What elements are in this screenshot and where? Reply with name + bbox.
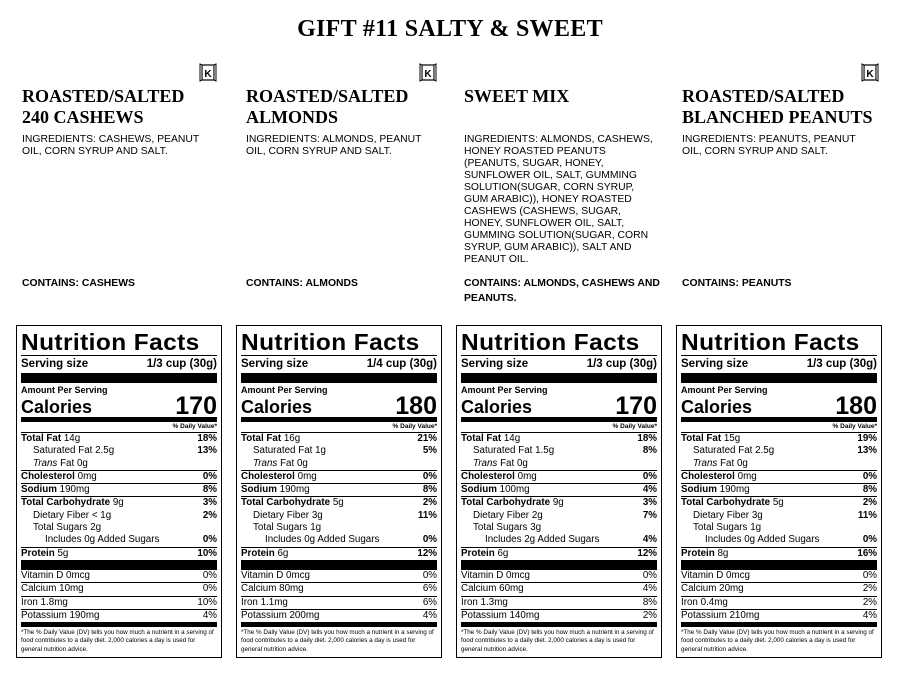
- iron-row: Iron 1.8mg 10%: [21, 596, 217, 608]
- total-carbohydrate-row: Total Carbohydrate 5g 2%: [241, 497, 437, 509]
- total-sugars-row: Total Sugars 1g: [253, 522, 322, 534]
- sodium-row: Sodium 100mg 4%: [461, 484, 657, 496]
- protein-row: Protein 5g 10%: [21, 547, 217, 559]
- trans-fat-row: Trans Fat 0g: [33, 457, 88, 469]
- product-name: [682, 86, 892, 128]
- calories-label: Calories: [461, 397, 533, 417]
- dietary-fiber-row: Dietary Fiber 3g 11%: [253, 509, 437, 521]
- daily-value-header: % Daily Value*: [832, 423, 877, 430]
- calcium-row: Calcium 10mg 0%: [21, 583, 217, 595]
- calories-row: [461, 392, 657, 420]
- calories-value: 180: [835, 392, 877, 420]
- vitamin-d-row: Vitamin D 0mcg 0%: [241, 569, 437, 581]
- product-name: [22, 86, 232, 128]
- total-sugars-row: Total Sugars 2g: [33, 522, 102, 534]
- nutrition-facts-panel: [16, 325, 222, 658]
- allergen-contains-text: CONTAINS: ALMONDS, CASHEWS AND PEANUTS.: [464, 278, 660, 304]
- serving-size-label: Serving size: [21, 358, 89, 370]
- amount-per-serving-label: Amount Per Serving: [681, 385, 768, 395]
- saturated-fat-row: Saturated Fat 2.5g 13%: [693, 445, 877, 457]
- calories-row: [241, 392, 437, 420]
- nutrition-facts-panel: [236, 325, 442, 658]
- iron-row: Iron 1.3mg 8%: [461, 596, 657, 608]
- total-fat-row: Total Fat 16g 21%: [241, 433, 437, 444]
- cholesterol-row: Cholesterol 0mg 0%: [461, 470, 657, 482]
- product-name: [464, 86, 674, 107]
- total-sugars-row: Total Sugars 1g: [693, 522, 762, 534]
- serving-size-row: [241, 356, 437, 373]
- protein-row: Protein 8g 16%: [681, 547, 877, 559]
- ingredients-text: INGREDIENTS: ALMONDS, CASHEWS, HONEY ROASTED PEANUTS (PEANUTS, SUGAR, HONEY, SUNFLOWER OIL, SALT, GUMMING SOLUTION(SUGAR, CORN SYRUP, GUM ARABIC)), HONEY ROASTED CASHEWS (CASHEWS, SUGAR, HONEY, SUNFLOWER OIL, SALT, GUMMING SOLUTION(SUGAR, CORN SYRUP, GUM ARABIC)), SALT AND PEANUT OIL.: [464, 134, 653, 265]
- serving-size-label: Serving size: [241, 358, 309, 370]
- dietary-fiber-row: Dietary Fiber 2g 7%: [473, 509, 657, 521]
- total-fat-row: Total Fat 14g 18%: [21, 433, 217, 444]
- trans-fat-row: Trans Fat 0g: [253, 457, 308, 469]
- total-carbohydrate-row: Total Carbohydrate 5g 2%: [681, 497, 877, 509]
- daily-value-header: % Daily Value*: [172, 423, 217, 430]
- svg-text:K: K: [204, 69, 212, 80]
- calories-row: [681, 392, 877, 420]
- kosher-symbol-icon: [419, 62, 437, 82]
- daily-value-footnote: *The % Daily Value (DV) tells you how much a nutrient in a serving of food contributes to a daily diet. 2,000 calories a day is used for general nutrition advice.: [461, 629, 654, 653]
- product-name-line-2: BLANCHED PEANUTS: [682, 107, 873, 127]
- sodium-row: Sodium 190mg 8%: [681, 484, 877, 496]
- product-name: [246, 86, 456, 128]
- protein-row: Protein 6g 12%: [461, 547, 657, 559]
- amount-per-serving-label: Amount Per Serving: [461, 385, 548, 395]
- nutrition-facts-heading: Nutrition Facts: [681, 329, 860, 355]
- allergen-contains-text: CONTAINS: PEANUTS: [682, 278, 792, 289]
- trans-fat-row: Trans Fat 0g: [693, 457, 748, 469]
- vitamin-d-row: Vitamin D 0mcg 0%: [461, 569, 657, 581]
- nutrition-facts-heading: Nutrition Facts: [461, 329, 640, 355]
- calories-value: 180: [395, 392, 437, 420]
- cholesterol-row: Cholesterol 0mg 0%: [681, 470, 877, 482]
- potassium-row: Potassium 200mg 4%: [241, 609, 437, 621]
- page-title: GIFT #11 SALTY & SWEET: [297, 16, 603, 42]
- ingredients-text: INGREDIENTS: ALMONDS, PEANUT OIL, CORN SYRUP AND SALT.: [246, 134, 422, 157]
- serving-size-value: 1/3 cup (30g): [806, 358, 877, 370]
- sodium-row: Sodium 190mg 8%: [241, 484, 437, 496]
- product-name-line-1: ROASTED/SALTED: [246, 86, 409, 106]
- daily-value-footnote: *The % Daily Value (DV) tells you how much a nutrient in a serving of food contributes to a daily diet. 2,000 calories a day is used for general nutrition advice.: [241, 629, 434, 653]
- protein-row: Protein 6g 12%: [241, 547, 437, 559]
- calories-value: 170: [175, 392, 217, 420]
- kosher-symbol-icon: [199, 62, 217, 82]
- ingredients-text: INGREDIENTS: PEANUTS, PEANUT OIL, CORN SYRUP AND SALT.: [682, 134, 856, 157]
- vitamin-d-row: Vitamin D 0mcg 0%: [681, 569, 877, 581]
- allergen-contains-text: CONTAINS: CASHEWS: [22, 278, 135, 289]
- calcium-row: Calcium 60mg 4%: [461, 583, 657, 595]
- trans-fat-row: Trans Fat 0g: [473, 457, 528, 469]
- product-name-line-1: ROASTED/SALTED: [22, 86, 185, 106]
- serving-size-value: 1/3 cup (30g): [586, 358, 657, 370]
- potassium-row: Potassium 190mg 4%: [21, 609, 217, 621]
- product-name-line-2: ALMONDS: [246, 107, 339, 127]
- serving-size-row: [681, 356, 877, 373]
- serving-size-label: Serving size: [681, 358, 749, 370]
- iron-row: Iron 1.1mg 6%: [241, 596, 437, 608]
- product-name-line-1: ROASTED/SALTED: [682, 86, 845, 106]
- amount-per-serving-label: Amount Per Serving: [241, 385, 328, 395]
- serving-size-label: Serving size: [461, 358, 529, 370]
- kosher-symbol-icon: [861, 62, 879, 82]
- potassium-row: Potassium 210mg 4%: [681, 609, 877, 621]
- cholesterol-row: Cholesterol 0mg 0%: [241, 470, 437, 482]
- dietary-fiber-row: Dietary Fiber < 1g 2%: [33, 509, 217, 521]
- calories-label: Calories: [21, 397, 93, 417]
- total-carbohydrate-row: Total Carbohydrate 9g 3%: [21, 497, 217, 509]
- calories-value: 170: [615, 392, 657, 420]
- calories-label: Calories: [241, 397, 313, 417]
- nutrition-facts-heading: Nutrition Facts: [21, 329, 200, 355]
- serving-size-value: 1/3 cup (30g): [146, 358, 217, 370]
- added-sugars-row: Includes 2g Added Sugars 4%: [485, 534, 657, 546]
- nutrition-facts-panel: [456, 325, 662, 658]
- dietary-fiber-row: Dietary Fiber 3g 11%: [693, 509, 877, 521]
- total-sugars-row: Total Sugars 3g: [473, 522, 542, 534]
- serving-size-row: [21, 356, 217, 373]
- nutrition-facts-heading: Nutrition Facts: [241, 329, 420, 355]
- daily-value-footnote: *The % Daily Value (DV) tells you how much a nutrient in a serving of food contributes to a daily diet. 2,000 calories a day is used for general nutrition advice.: [681, 629, 874, 653]
- total-carbohydrate-row: Total Carbohydrate 9g 3%: [461, 497, 657, 509]
- vitamin-d-row: Vitamin D 0mcg 0%: [21, 569, 217, 581]
- ingredients-text: INGREDIENTS: CASHEWS, PEANUT OIL, CORN SYRUP AND SALT.: [22, 134, 200, 157]
- potassium-row: Potassium 140mg 2%: [461, 609, 657, 621]
- svg-text:K: K: [866, 69, 874, 80]
- added-sugars-row: Includes 0g Added Sugars 0%: [265, 534, 437, 546]
- added-sugars-row: Includes 0g Added Sugars 0%: [705, 534, 877, 546]
- serving-size-value: 1/4 cup (30g): [366, 358, 437, 370]
- product-name-line-1: SWEET MIX: [464, 86, 570, 106]
- calcium-row: Calcium 20mg 2%: [681, 583, 877, 595]
- allergen-contains-text: CONTAINS: ALMONDS: [246, 278, 358, 289]
- calories-row: [21, 392, 217, 420]
- sodium-row: Sodium 190mg 8%: [21, 484, 217, 496]
- product-name-line-2: 240 CASHEWS: [22, 107, 144, 127]
- daily-value-footnote: *The % Daily Value (DV) tells you how much a nutrient in a serving of food contributes to a daily diet. 2,000 calories a day is used for general nutrition advice.: [21, 629, 214, 653]
- iron-row: Iron 0.4mg 2%: [681, 596, 877, 608]
- nutrition-facts-panel: [676, 325, 882, 658]
- daily-value-header: % Daily Value*: [612, 423, 657, 430]
- saturated-fat-row: Saturated Fat 1g 5%: [253, 445, 437, 457]
- calcium-row: Calcium 80mg 6%: [241, 583, 437, 595]
- total-fat-row: Total Fat 15g 19%: [681, 433, 877, 444]
- saturated-fat-row: Saturated Fat 1.5g 8%: [473, 445, 657, 457]
- svg-text:K: K: [424, 69, 432, 80]
- serving-size-row: [461, 356, 657, 373]
- total-fat-row: Total Fat 14g 18%: [461, 433, 657, 444]
- saturated-fat-row: Saturated Fat 2.5g 13%: [33, 445, 217, 457]
- added-sugars-row: Includes 0g Added Sugars 0%: [45, 534, 217, 546]
- amount-per-serving-label: Amount Per Serving: [21, 385, 108, 395]
- daily-value-header: % Daily Value*: [392, 423, 437, 430]
- calories-label: Calories: [681, 397, 753, 417]
- cholesterol-row: Cholesterol 0mg 0%: [21, 470, 217, 482]
